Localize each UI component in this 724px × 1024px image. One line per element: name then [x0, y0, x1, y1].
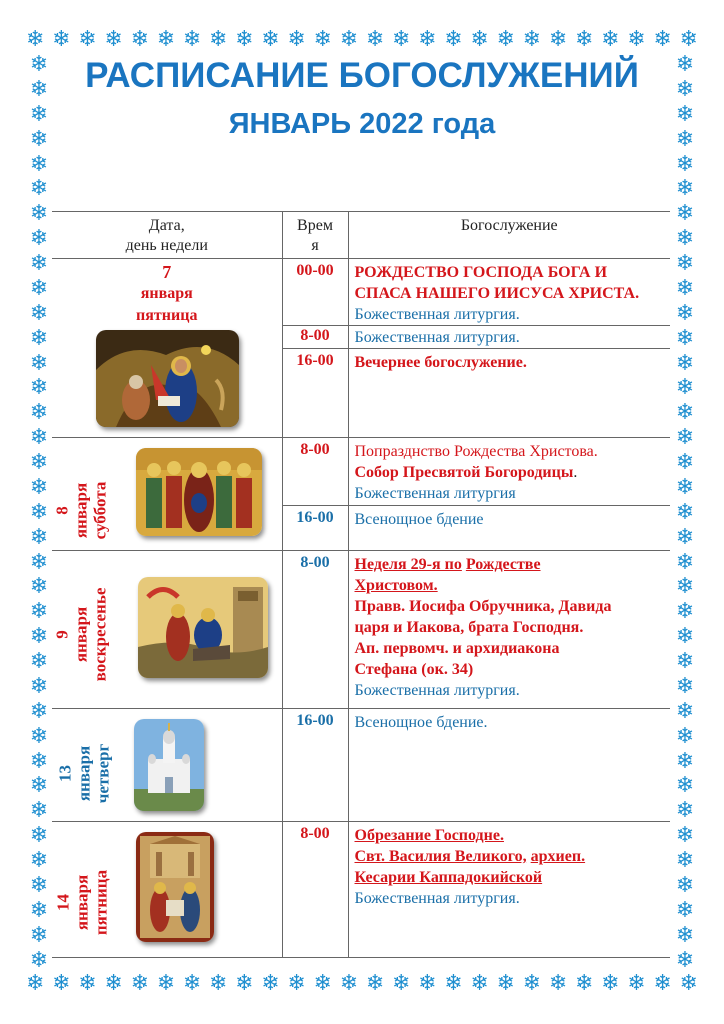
- schedule-table: [52, 211, 670, 958]
- snowflake-icon: ❄: [29, 921, 49, 947]
- date-cell-jan14: [52, 822, 282, 958]
- date-weekday: пятница: [136, 307, 198, 324]
- snowflake-icon: ❄: [29, 125, 49, 151]
- service-title: Вечернее богослужение.: [354, 354, 527, 371]
- snowflake-icon: ❄: [675, 871, 695, 897]
- header-date-line2: день недели: [125, 237, 208, 254]
- header-date-line1: Дата,: [148, 217, 185, 234]
- date-cell-jan8: [52, 438, 282, 551]
- snowflake-icon: ❄: [130, 970, 149, 995]
- snowflake-icon: ❄: [29, 150, 49, 176]
- snowflake-icon: ❄: [104, 26, 123, 51]
- snowflake-icon: ❄: [574, 970, 594, 995]
- snowflake-icon: ❄: [208, 970, 228, 995]
- snowflake-icon: ❄: [29, 200, 49, 226]
- snowflake-icon: ❄: [627, 970, 646, 995]
- snowflake-icon: ❄: [548, 26, 568, 51]
- snowflake-icon: ❄: [29, 498, 49, 524]
- snowflake-icon: ❄: [29, 449, 49, 474]
- date-cell-jan7: [52, 259, 282, 438]
- snowflake-icon: ❄: [156, 26, 176, 51]
- snowflake-icon: ❄: [675, 299, 695, 325]
- snowflake-icon: ❄: [675, 250, 695, 275]
- synaxis-icon: [136, 448, 262, 536]
- time-cell: 16-00: [282, 349, 348, 438]
- date-month: января: [71, 482, 91, 539]
- service-liturgy: Божественная литургия: [354, 485, 516, 502]
- snowflake-icon: ❄: [235, 26, 254, 51]
- date-month: января: [140, 285, 193, 302]
- snowflake-icon: ❄: [313, 26, 332, 51]
- page-subtitle: ЯНВАРЬ 2022 года: [228, 108, 496, 140]
- service-liturgy: Божественная литургия.: [354, 306, 520, 323]
- snowflake-icon: ❄: [78, 970, 97, 995]
- date-number: 14: [53, 894, 73, 911]
- snowflake-icon: ❄: [675, 847, 695, 872]
- snowflake-icon: ❄: [675, 374, 695, 400]
- snowflake-icon: ❄: [675, 573, 695, 599]
- snowflake-icon: ❄: [29, 274, 49, 300]
- date-cell-jan13: [52, 709, 282, 822]
- snowflake-icon: ❄: [496, 26, 515, 51]
- service-commemoration: архиеп.: [530, 848, 586, 865]
- date-weekday: пятница: [91, 869, 111, 936]
- service-vigil: Всенощное бдение.: [354, 714, 488, 731]
- snowflake-icon: ❄: [675, 772, 695, 798]
- date-jan14: [54, 849, 111, 957]
- snowflake-icon: ❄: [675, 274, 695, 300]
- snowflake-icon: ❄: [470, 970, 489, 995]
- snowflake-icon: ❄: [522, 970, 542, 995]
- snowflake-icon: ❄: [675, 523, 695, 549]
- table-row: [52, 438, 670, 506]
- snowflake-icon: ❄: [29, 871, 49, 897]
- snowflake-icon: ❄: [627, 26, 646, 51]
- snowflake-icon: ❄: [679, 970, 698, 995]
- service-commemoration: Кесарии Каппадокийской: [354, 869, 543, 886]
- snowflake-icon: ❄: [29, 672, 49, 698]
- snowflake-icon: ❄: [675, 75, 695, 101]
- snowflake-icon: ❄: [261, 26, 280, 51]
- border-bottom: [26, 970, 698, 996]
- snowflake-icon: ❄: [29, 349, 49, 375]
- snowflake-icon: ❄: [29, 473, 49, 499]
- snowflake-icon: ❄: [29, 424, 49, 450]
- snowflake-icon: ❄: [653, 970, 672, 995]
- snowflake-icon: ❄: [365, 26, 385, 51]
- snowflake-icon: ❄: [675, 822, 695, 848]
- snowflake-icon: ❄: [130, 26, 149, 51]
- time-cell: 8-00: [282, 822, 348, 958]
- snowflake-icon: ❄: [418, 26, 437, 51]
- snowflake-icon: ❄: [287, 26, 306, 51]
- service-title: Неделя 29-я по: [354, 556, 462, 573]
- service-commemoration: царя и Иакова, брата Господня.: [354, 619, 584, 636]
- snowflake-icon: ❄: [78, 26, 97, 51]
- snowflake-icon: ❄: [29, 573, 49, 599]
- snowflake-icon: ❄: [675, 125, 695, 151]
- snowflake-icon: ❄: [574, 26, 594, 51]
- time-cell: 8-00: [282, 326, 348, 349]
- snowflake-icon: ❄: [675, 399, 695, 425]
- snowflake-icon: ❄: [675, 424, 695, 450]
- header-date: [52, 212, 282, 259]
- table-row: [52, 259, 670, 326]
- snowflake-icon: ❄: [29, 399, 49, 425]
- table-row: [52, 551, 670, 709]
- nativity-icon: [96, 330, 239, 427]
- snowflake-icon: ❄: [29, 797, 49, 823]
- snowflake-icon: ❄: [29, 623, 49, 649]
- date-month: января: [71, 606, 91, 663]
- snowflake-icon: ❄: [496, 970, 515, 995]
- snowflake-icon: ❄: [29, 896, 49, 922]
- service-title: РОЖДЕСТВО ГОСПОДА БОГА И: [354, 264, 608, 281]
- date-jan8: [53, 456, 110, 566]
- snowflake-icon: ❄: [675, 51, 695, 76]
- snowflake-icon: ❄: [208, 26, 228, 51]
- time-cell: 16-00: [282, 709, 348, 822]
- time-cell: 8-00: [282, 438, 348, 506]
- service-liturgy: Божественная литургия.: [354, 682, 520, 699]
- snowflake-icon: ❄: [675, 697, 695, 723]
- snowflake-icon: ❄: [29, 847, 49, 872]
- header-service: [348, 212, 670, 259]
- table-row: [52, 822, 670, 958]
- snowflake-icon: ❄: [675, 449, 695, 474]
- service-cell: [348, 349, 670, 438]
- snowflake-icon: ❄: [104, 970, 123, 995]
- snowflake-icon: ❄: [26, 970, 45, 995]
- header-service-label: Богослужение: [460, 217, 558, 234]
- snowflake-icon: ❄: [675, 548, 695, 574]
- snowflake-icon: ❄: [29, 175, 49, 201]
- border-left: [26, 52, 52, 972]
- snowflake-icon: ❄: [29, 697, 49, 723]
- flight-to-egypt-icon: [138, 577, 268, 678]
- time-cell: 8-00: [282, 551, 348, 709]
- date-jan9: [53, 572, 110, 698]
- service-title: Обрезание Господне.: [354, 827, 504, 844]
- snowflake-icon: ❄: [29, 225, 49, 251]
- service-title: Рождестве: [465, 556, 541, 573]
- snowflake-icon: ❄: [601, 970, 620, 995]
- date-number: 13: [55, 765, 75, 782]
- snowflake-icon: ❄: [679, 26, 698, 51]
- snowflake-icon: ❄: [29, 75, 49, 101]
- snowflake-icon: ❄: [444, 26, 463, 51]
- service-title: Попразднство Рождества Христова.: [354, 443, 598, 460]
- date-cell-jan9: [52, 551, 282, 709]
- snowflake-icon: ❄: [339, 26, 359, 51]
- snowflake-icon: ❄: [675, 598, 695, 624]
- snowflake-icon: ❄: [156, 970, 176, 995]
- snowflake-icon: ❄: [52, 970, 71, 995]
- snowflake-icon: ❄: [29, 250, 49, 275]
- date-number: 9: [52, 630, 72, 639]
- snowflake-icon: ❄: [675, 473, 695, 499]
- border-top: [26, 26, 698, 52]
- snowflake-icon: ❄: [653, 26, 672, 51]
- snowflake-icon: ❄: [675, 498, 695, 524]
- service-commemoration: Свт. Василия Великого,: [354, 848, 527, 865]
- snowflake-icon: ❄: [29, 51, 49, 76]
- snowflake-icon: ❄: [29, 299, 49, 325]
- snowflake-icon: ❄: [675, 100, 695, 126]
- snowflake-icon: ❄: [418, 970, 437, 995]
- snowflake-icon: ❄: [29, 523, 49, 549]
- snowflake-icon: ❄: [235, 970, 254, 995]
- snowflake-icon: ❄: [675, 946, 695, 972]
- snowflake-icon: ❄: [29, 722, 49, 748]
- snowflake-icon: ❄: [470, 26, 489, 51]
- snowflake-icon: ❄: [29, 747, 49, 773]
- page-title: РАСПИСАНИЕ БОГОСЛУЖЕНИЙ: [85, 56, 639, 95]
- snowflake-icon: ❄: [675, 797, 695, 823]
- snowflake-icon: ❄: [522, 26, 542, 51]
- snowflake-icon: ❄: [29, 946, 49, 972]
- date-weekday: четверг: [93, 743, 113, 804]
- snowflake-icon: ❄: [287, 970, 306, 995]
- snowflake-icon: ❄: [182, 26, 202, 51]
- service-cell: [348, 709, 670, 822]
- date-number: 8: [52, 506, 72, 515]
- snowflake-icon: ❄: [182, 970, 202, 995]
- date-jan13: [56, 720, 113, 828]
- snowflake-icon: ❄: [29, 374, 49, 400]
- date-weekday: суббота: [90, 481, 110, 540]
- snowflake-icon: ❄: [391, 26, 411, 51]
- snowflake-icon: ❄: [339, 970, 359, 995]
- snowflake-icon: ❄: [29, 772, 49, 798]
- service-cell: [348, 506, 670, 551]
- snowflake-icon: ❄: [675, 175, 695, 201]
- snowflake-icon: ❄: [675, 921, 695, 947]
- snowflake-icon: ❄: [675, 150, 695, 176]
- service-commemoration: Стефана (ок. 34): [354, 661, 474, 678]
- date-weekday: воскресенье: [90, 587, 110, 682]
- snowflake-icon: ❄: [29, 100, 49, 126]
- table-header-row: [52, 212, 670, 259]
- snowflake-icon: ❄: [548, 970, 568, 995]
- table-row: [52, 709, 670, 822]
- service-punctuation: .: [573, 464, 578, 481]
- time-cell: 00-00: [282, 259, 348, 326]
- service-liturgy: Божественная литургия.: [354, 329, 520, 346]
- snowflake-icon: ❄: [365, 970, 385, 995]
- snowflake-icon: ❄: [444, 970, 463, 995]
- header-time-line2: я: [311, 237, 319, 254]
- border-right: [672, 52, 698, 972]
- snowflake-icon: ❄: [313, 970, 332, 995]
- snowflake-icon: ❄: [29, 822, 49, 848]
- snowflake-icon: ❄: [675, 200, 695, 226]
- church-photo-icon: [134, 719, 204, 811]
- snowflake-icon: ❄: [29, 324, 49, 350]
- circumcision-icon: [136, 832, 214, 942]
- service-liturgy: Божественная литургия.: [354, 890, 520, 907]
- snowflake-icon: ❄: [601, 26, 620, 51]
- snowflake-icon: ❄: [675, 349, 695, 375]
- snowflake-icon: ❄: [29, 648, 49, 673]
- snowflake-icon: ❄: [29, 598, 49, 624]
- date-number: 7: [162, 262, 172, 282]
- service-commemoration: Правв. Иосифа Обручника, Давида: [354, 598, 612, 615]
- service-title: Христовом.: [354, 577, 438, 594]
- service-cell: [348, 326, 670, 349]
- snowflake-icon: ❄: [675, 896, 695, 922]
- service-title: СПАСА НАШЕГО ИИСУСА ХРИСТА.: [354, 285, 640, 302]
- service-cell: [348, 438, 670, 506]
- snowflake-icon: ❄: [675, 672, 695, 698]
- snowflake-icon: ❄: [675, 648, 695, 673]
- snowflake-icon: ❄: [261, 970, 280, 995]
- snowflake-icon: ❄: [675, 324, 695, 350]
- header-time: [282, 212, 348, 259]
- service-cell: [348, 822, 670, 958]
- service-title: Собор Пресвятой Богородицы: [354, 464, 574, 481]
- time-cell: 16-00: [282, 506, 348, 551]
- snowflake-icon: ❄: [29, 548, 49, 574]
- snowflake-icon: ❄: [26, 26, 45, 51]
- snowflake-icon: ❄: [675, 623, 695, 649]
- service-cell: [348, 551, 670, 709]
- snowflake-icon: ❄: [675, 225, 695, 251]
- snowflake-icon: ❄: [675, 722, 695, 748]
- service-commemoration: Ап. первомч. и архидиакона: [354, 640, 560, 657]
- snowflake-icon: ❄: [675, 747, 695, 773]
- date-month: января: [74, 745, 94, 802]
- snowflake-icon: ❄: [52, 26, 71, 51]
- service-cell: [348, 259, 670, 326]
- snowflake-icon: ❄: [391, 970, 411, 995]
- header-time-line1: Врем: [297, 217, 333, 234]
- service-vigil: Всенощное бдение: [354, 511, 484, 528]
- date-jan7: [52, 259, 282, 327]
- date-month: января: [72, 874, 92, 931]
